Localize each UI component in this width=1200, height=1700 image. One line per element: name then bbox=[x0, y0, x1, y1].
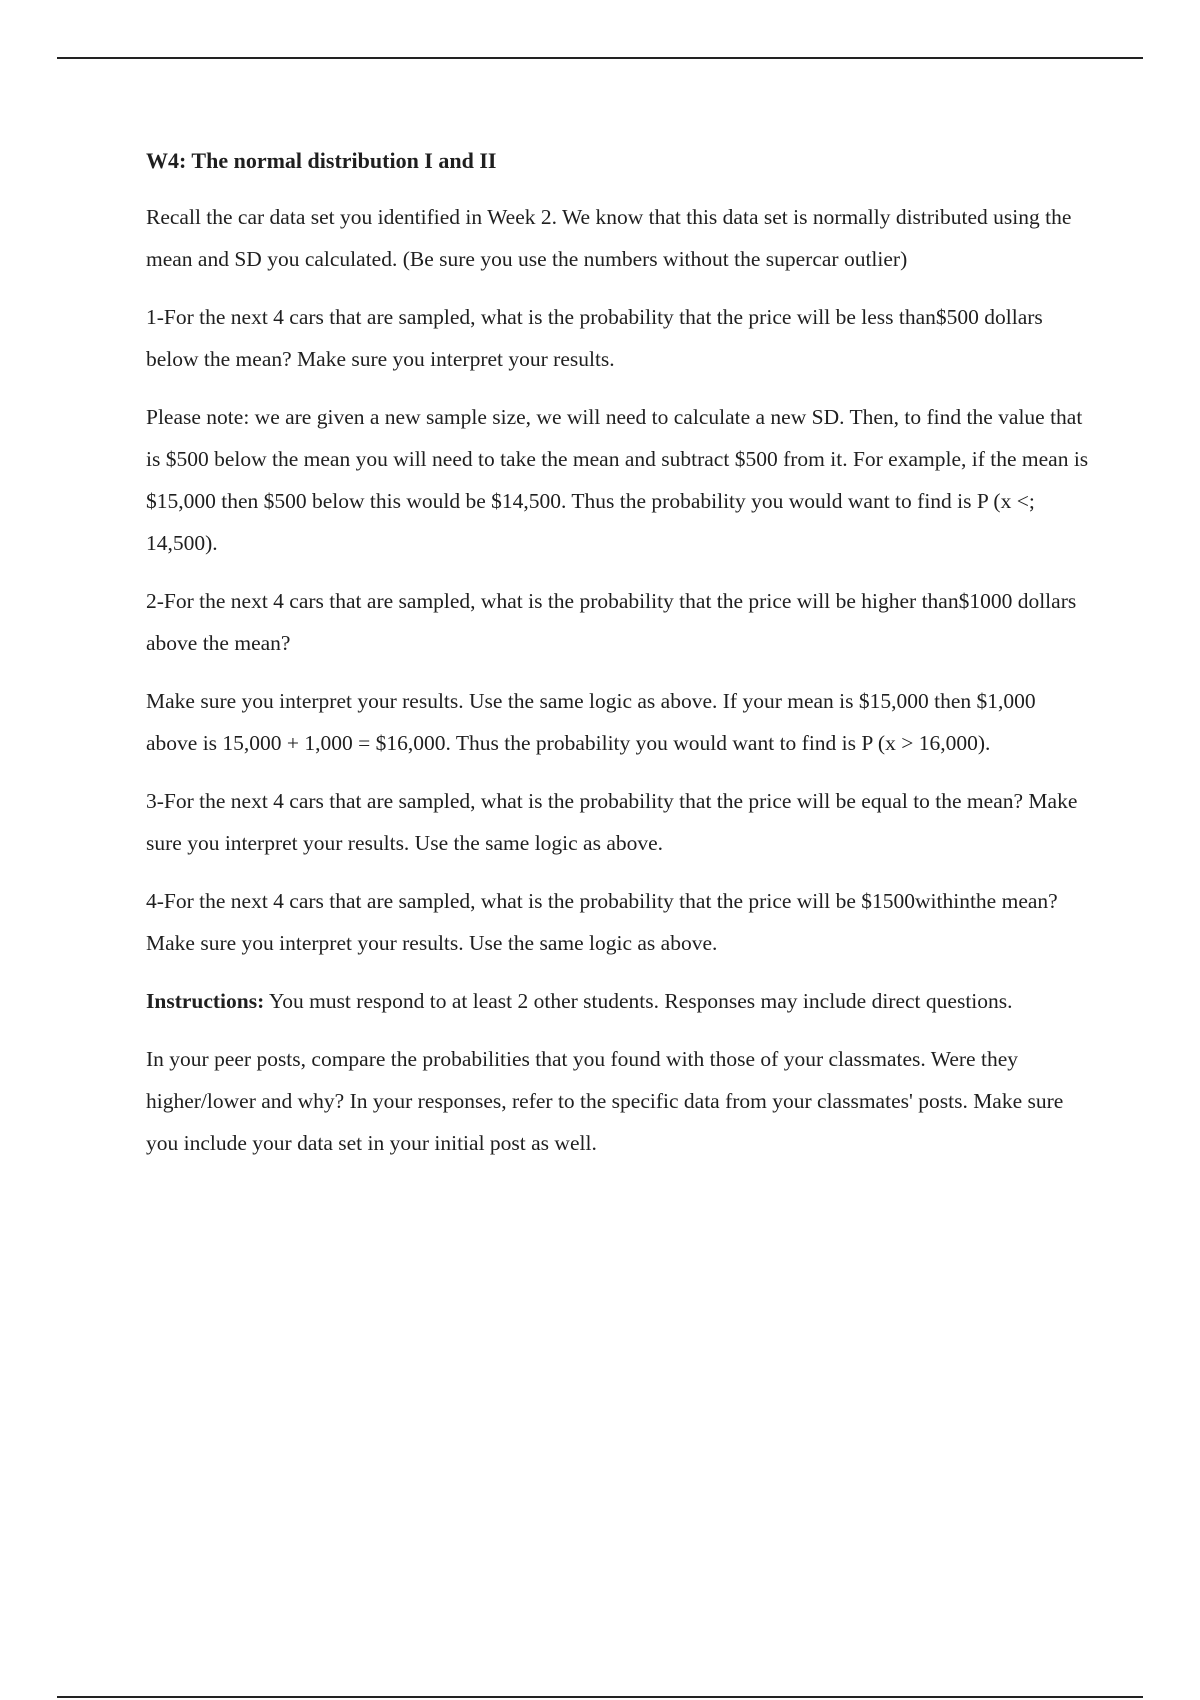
question-1: 1-For the next 4 cars that are sampled, what is the probability that the price will be less than$500 dollars below the mean? Make sure you interpret your results. bbox=[146, 305, 1043, 371]
question-4: 4-For the next 4 cars that are sampled, what is the probability that the price will be $1500withinthe mean? Make sure you interpret your results. Use the same logic as above. bbox=[146, 889, 1058, 955]
document-body bbox=[146, 140, 1091, 1180]
bottom-divider bbox=[57, 1696, 1143, 1698]
question-2: 2-For the next 4 cars that are sampled, what is the probability that the price will be higher than$1000 dollars above the mean? bbox=[146, 589, 1077, 655]
instructions-paragraph bbox=[146, 980, 1091, 1022]
intro-paragraph: Recall the car data set you identified in Week 2. We know that this data set is normally distributed using the mean and SD you calculated. (Be sure you use the numbers without the supercar outlier) bbox=[146, 205, 1072, 271]
question-3: 3-For the next 4 cars that are sampled, what is the probability that the price will be equal to the mean? Make sure you interpret your results. Use the same logic as above. bbox=[146, 789, 1078, 855]
document-title: W4: The normal distribution I and II bbox=[146, 148, 497, 173]
question-2-note: Make sure you interpret your results. Use the same logic as above. If your mean is $15,000 then $1,000 above is 15,000 + 1,000 = $16,000. Thus the probability you would want to find is P (x > 16,000). bbox=[146, 689, 1036, 755]
closing-paragraph: In your peer posts, compare the probabilities that you found with those of your classmates. Were they higher/lower and why? In your responses, refer to the specific data from your classmates' posts. Make sure you include your data set in your initial post as well. bbox=[146, 1047, 1064, 1155]
question-1-note: Please note: we are given a new sample size, we will need to calculate a new SD. Then, to find the value that is $500 below the mean you will need to take the mean and subtract $500 from it. For example, if the mean is $15,000 then $500 below this would be $14,500. Thus the probability you would want to find is P (x <; 14,500). bbox=[146, 405, 1089, 555]
instructions-label: Instructions: bbox=[146, 989, 265, 1013]
instructions-text: You must respond to at least 2 other students. Responses may include direct questions. bbox=[264, 989, 1013, 1013]
top-divider bbox=[57, 57, 1143, 59]
